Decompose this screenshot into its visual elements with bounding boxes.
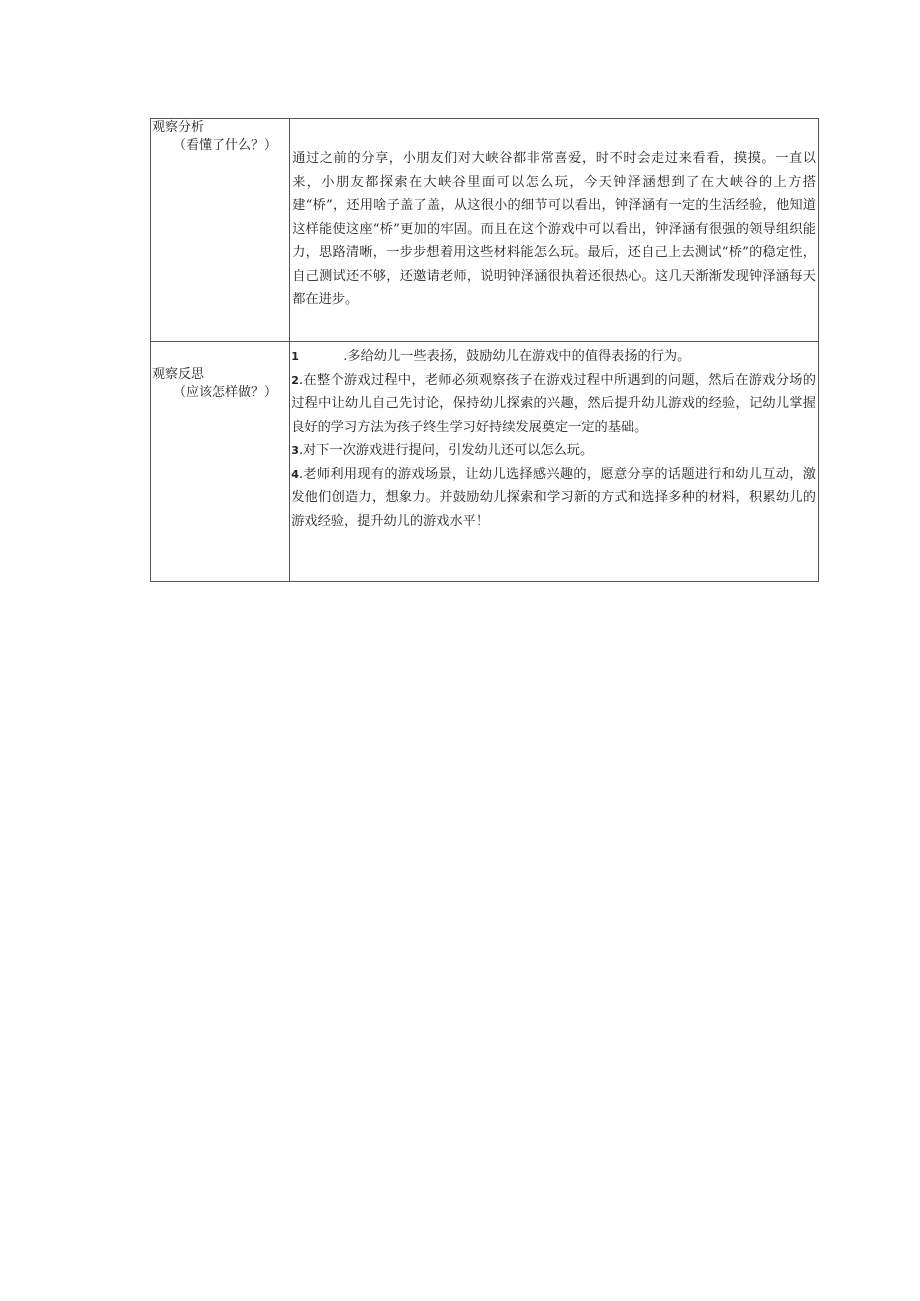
reflection-item-number: 2 [291, 373, 299, 387]
reflection-item-text: .多给幼儿一些表扬，鼓励幼儿在游戏中的值得表扬的行为。 [343, 349, 691, 364]
reflection-label-cell [151, 342, 290, 582]
reflection-item-number: 1 [291, 350, 299, 363]
reflection-item-number: 4 [291, 467, 299, 481]
reflection-item-text: .对下一次游戏进行提问，引发幼儿还可以怎么玩。 [298, 443, 594, 458]
analysis-title: 观察分析 [152, 120, 205, 135]
reflection-item-text: .老师利用现有的游戏场景，让幼儿选择感兴趣的，愿意分享的话题进行和幼儿互动，激发他们创造力，想象力。并鼓励幼儿探索和学习新的方式和选择多种的材料，积累幼儿的游戏经验，提升幼儿的游戏水平！ [291, 466, 816, 529]
analysis-content-cell [290, 119, 819, 342]
observation-table [150, 118, 819, 582]
reflection-title: 观察反思 [152, 367, 205, 382]
reflection-item-2 [290, 369, 818, 440]
reflection-row [151, 342, 819, 582]
analysis-row [151, 119, 819, 342]
reflection-item-number: 3 [291, 444, 299, 457]
reflection-subtitle: （应该怎样做？） [173, 385, 278, 400]
reflection-item-1 [290, 345, 818, 369]
reflection-item-4 [290, 463, 818, 534]
analysis-label-cell [151, 119, 290, 342]
analysis-text: 通过之前的分享，小朋友们对大峡谷都非常喜爱，时不时会走过来看看，摸摸。一直以来，小朋友都探索在大峡谷里面可以怎么玩，今天钟泽涵想到了在大峡谷的上方搭建“桥”，还用啥子盖了盖，从这很小的细节可以看出，钟泽涵有一定的生活经验，他知道这样能使这座“桥”更加的牢固。而且在这个游戏中可以看出，钟泽涵有很强的领导组织能力，思路清晰，一步步想着用这些材料能怎么玩。最后，还自己上去测试“桥”的稳定性，自己测试还不够，还邀请老师，说明钟泽涵很执着还很热心。这几天渐渐发现钟泽涵每天都在进步。 [292, 151, 816, 307]
reflection-item-3 [290, 439, 818, 463]
reflection-content-cell [290, 342, 819, 582]
reflection-item-text: .在整个游戏过程中，老师必须观察孩子在游戏过程中所遇到的问题，然后在游戏分场的过程中让幼儿自己先讨论，保持幼儿探索的兴趣，然后提升幼儿游戏的经验，记幼儿掌握良好的学习方法为孩子终生学习好持续发展奠定一定的基础。 [291, 372, 816, 435]
analysis-subtitle: （看懂了什么？） [173, 138, 278, 153]
